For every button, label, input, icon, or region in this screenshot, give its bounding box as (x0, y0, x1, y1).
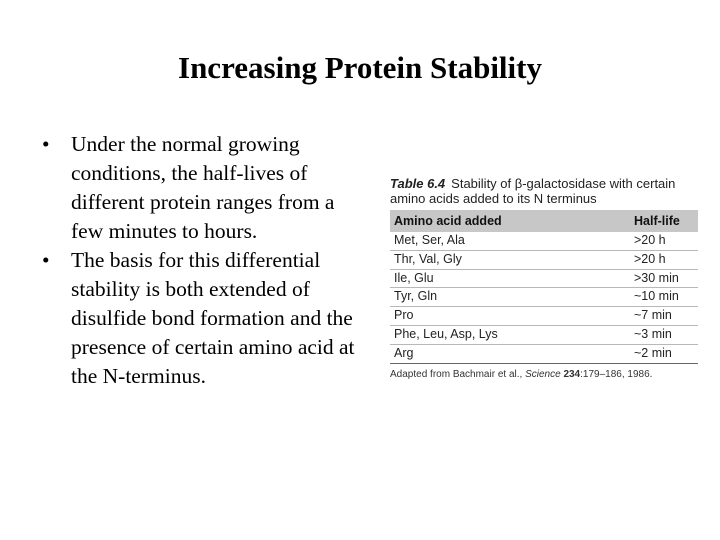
amino-acid-cell: Ile, Glu (390, 269, 630, 288)
half-life-cell: ~2 min (630, 344, 698, 363)
table-row (390, 325, 698, 344)
header-half-life: Half-life (630, 210, 698, 232)
source-prefix: Adapted from Bachmair et al., (390, 368, 526, 380)
source-volume: 234 (563, 368, 581, 380)
half-life-cell: >20 h (630, 232, 698, 250)
amino-acid-cell: Tyr, Gln (390, 288, 630, 307)
bullet-item (38, 130, 358, 246)
bullet-list (38, 130, 358, 391)
table-row (390, 344, 698, 363)
bullet-item (38, 246, 358, 391)
half-life-cell: ~10 min (630, 288, 698, 307)
amino-acid-cell: Arg (390, 344, 630, 363)
half-life-cell: ~7 min (630, 307, 698, 326)
bullet-text: The basis for this differential stability is both extended of disulfide bond formation and the presence of certain amino acid at the N-terminus. (71, 248, 355, 388)
table-header-row (390, 210, 698, 232)
header-amino-acid: Amino acid added (390, 210, 630, 232)
table-row (390, 232, 698, 250)
half-life-cell: >20 h (630, 250, 698, 269)
half-life-cell: ~3 min (630, 325, 698, 344)
bullet-dot-icon: • (42, 132, 50, 156)
table-source-note (390, 369, 698, 380)
table-caption-text: Stability of β-galactosidase with certain amino acids added to its N terminus (390, 176, 676, 206)
amino-acid-cell: Met, Ser, Ala (390, 232, 630, 250)
amino-acid-cell: Pro (390, 307, 630, 326)
source-journal: Science (525, 368, 561, 380)
table-label: Table 6.4 (390, 176, 446, 191)
amino-acid-cell: Thr, Val, Gly (390, 250, 630, 269)
table-row (390, 250, 698, 269)
bullet-dot-icon: • (42, 248, 50, 272)
table-caption (390, 176, 698, 206)
slide-title: Increasing Protein Stability (178, 50, 542, 85)
table-row (390, 307, 698, 326)
amino-acid-cell: Phe, Leu, Asp, Lys (390, 325, 630, 344)
half-life-cell: >30 min (630, 269, 698, 288)
half-life-table-figure (390, 176, 698, 380)
half-life-table (390, 210, 698, 364)
table-row (390, 288, 698, 307)
bullet-text: Under the normal growing conditions, the half-lives of different protein ranges from a few minutes to hours. (71, 132, 335, 243)
source-suffix: :179–186, 1986. (580, 368, 653, 380)
table-row (390, 269, 698, 288)
